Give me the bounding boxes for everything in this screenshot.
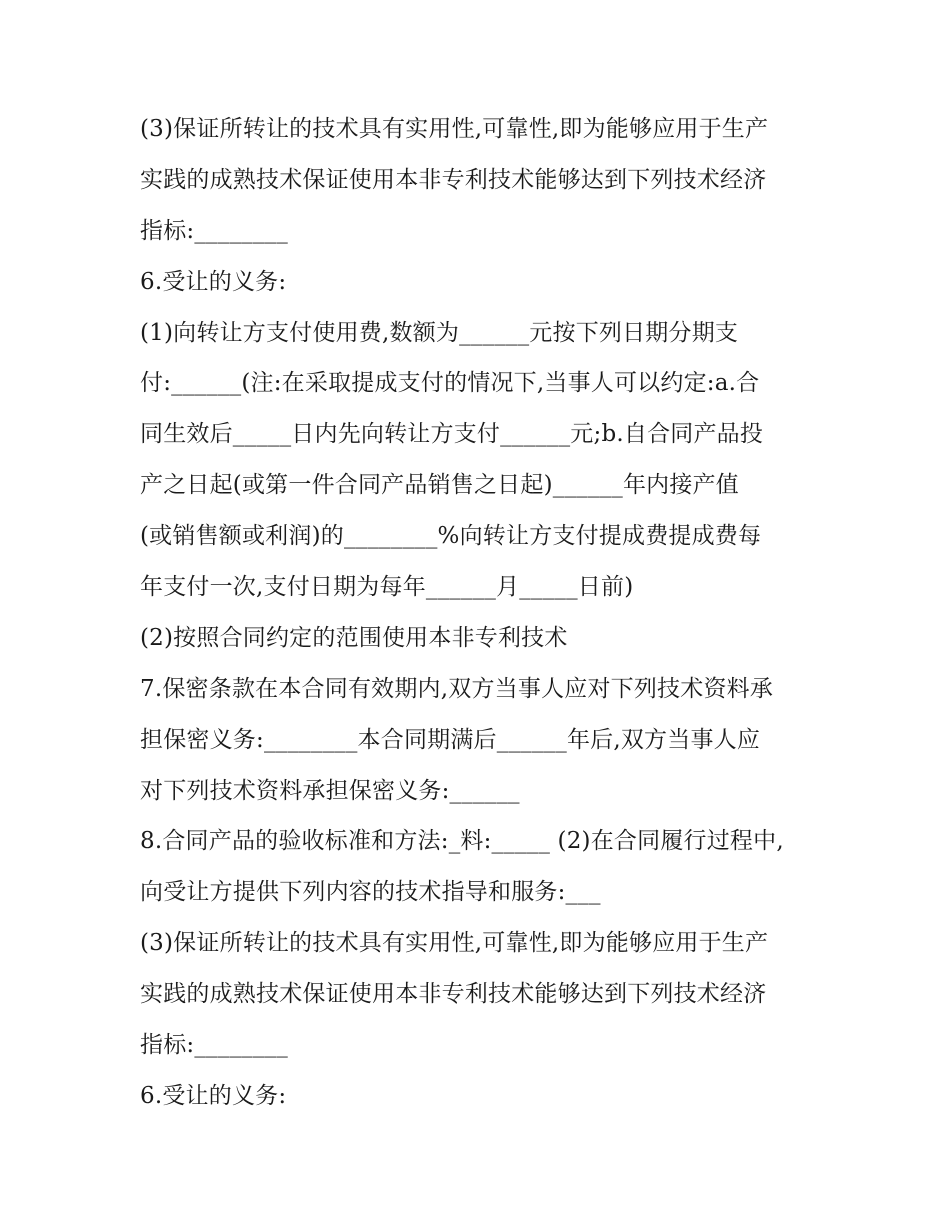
text-line: 产之日起(或第一件合同产品销售之日起)______年内接产值 [140, 472, 739, 499]
text-line: 指标:________ [140, 1032, 288, 1059]
text-line: 指标:________ [140, 217, 288, 244]
section-heading: 8.合同产品的验收标准和方法:_料:_____ (2)在合同履行过程中, [140, 828, 784, 855]
text-line: 实践的成熟技术保证使用本非专利技术能够达到下列技术经济 [140, 981, 767, 1008]
text-line: (2)按照合同约定的范围使用本非专利技术 [140, 624, 568, 651]
text-line: 对下列技术资料承担保密义务:______ [140, 777, 520, 804]
text-line: 年支付一次,支付日期为每年______月_____日前) [140, 574, 634, 601]
section-heading: 6.受让的义务: [140, 268, 287, 295]
text-line: (3)保证所转让的技术具有实用性,可靠性,即为能够应用于生产 [140, 930, 769, 957]
text-line: 向受让方提供下列内容的技术指导和服务:___ [140, 879, 601, 906]
text-line: (1)向转让方支付使用费,数额为______元按下列日期分期支 [140, 319, 739, 346]
text-line: (3)保证所转让的技术具有实用性,可靠性,即为能够应用于生产 [140, 116, 769, 142]
text-line: 同生效后_____日内先向转让方支付______元;b.自合同产品投 [140, 421, 764, 448]
text-line: 实践的成熟技术保证使用本非专利技术能够达到下列技术经济 [140, 166, 767, 193]
text-line: (或销售额或利润)的________%向转让方支付提成费提成费每 [140, 523, 762, 550]
text-line: 付:______(注:在采取提成支付的情况下,当事人可以约定:a.合 [140, 370, 760, 397]
section-heading: 7.保密条款在本合同有效期内,双方当事人应对下列技术资料承 [140, 675, 774, 702]
contract-text-block [140, 104, 820, 1122]
text-line: 担保密义务:________本合同期满后______年后,双方当事人应 [140, 726, 761, 753]
section-heading: 6.受让的义务: [140, 1082, 287, 1109]
